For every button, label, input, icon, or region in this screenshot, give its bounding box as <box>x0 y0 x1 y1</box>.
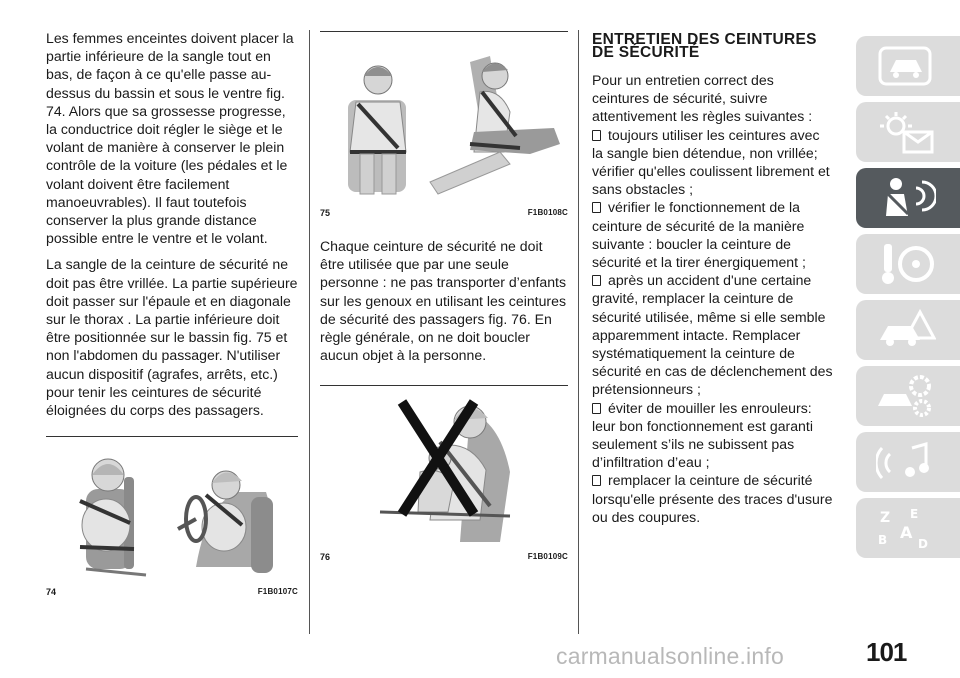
car-dashboard-icon <box>876 42 936 90</box>
list-item <box>592 198 834 271</box>
page-number: 101 <box>866 637 907 667</box>
figure-74-image <box>46 437 298 581</box>
paragraph-intro: Pour un entretien correct des ceintures de sécurité, suivre attentivement les règles suivantes : <box>592 72 813 125</box>
multimedia-icon <box>876 438 936 486</box>
column-divider <box>309 30 310 634</box>
figure-76-image <box>320 386 568 546</box>
figure-76-caption <box>320 552 568 562</box>
bullet-box-icon <box>592 403 601 414</box>
list-item <box>592 126 834 199</box>
column-2 <box>320 0 568 562</box>
paragraph-one-person-per-belt: Chaque ceinture de sécurité ne doit être utilisée que par une seule personne : ne pas transporter d’enfants sur les genoux en utilisant les ceintures de sécurité des passagers fig. 76. En règle générale, on ne doit boucler aucun objet à la personne. <box>320 238 567 364</box>
list-item <box>592 271 834 398</box>
list-item-text: toujours utiliser les ceintures avec la sangle bien détendue, non vrillée; vérifier qu'elles coulissent librement et sans obstacles ; <box>592 126 830 198</box>
svg-text:D: D <box>918 537 928 551</box>
section-heading: ENTRETIEN DES CEINTURES DE SÉCURITÉ <box>592 31 817 61</box>
figure-code: F1B0109C <box>527 552 568 562</box>
column-1 <box>46 0 298 597</box>
key-steering-icon <box>876 240 936 288</box>
service-gears-icon <box>876 372 936 420</box>
tab-multimedia[interactable] <box>856 432 960 492</box>
breakdown-icon <box>876 306 936 354</box>
figure-75-image <box>320 32 568 202</box>
list-item-text: vérifier le fonctionnement de la ceinture de sécurité de la manière suivante : boucler la ceinture de sécurité et la tirer énergiquement ; <box>592 199 806 271</box>
bullet-box-icon <box>592 275 601 286</box>
tab-safety[interactable] <box>856 168 960 228</box>
tab-index[interactable] <box>856 498 960 558</box>
figure-number: 75 <box>320 208 331 218</box>
figure-75-caption <box>320 208 568 218</box>
bullet-box-icon <box>592 475 601 486</box>
svg-text:B: B <box>878 533 888 547</box>
tab-emergency[interactable] <box>856 300 960 360</box>
svg-text:Z: Z <box>880 510 891 526</box>
column-3 <box>592 0 834 526</box>
list-item-text: remplacer la ceinture de sécurité lorsqu'elle présente des traces d'usure ou des coupures. <box>592 472 833 525</box>
warning-lights-icon <box>876 108 936 156</box>
figure-code: F1B0107C <box>257 587 298 597</box>
svg-text:E: E <box>910 507 919 521</box>
tab-dashboard[interactable] <box>856 36 960 96</box>
list-item-text: éviter de mouiller les enrouleurs: leur bon fonctionnement est garanti seulement s’ils ne subissent pas d’infiltration d’eau ; <box>592 399 813 471</box>
paragraph-pregnant-women: Les femmes enceintes doivent placer la partie inférieure de la sangle tout en bas, de façon à ce qu'elle passe au-dessus du bassin et sous le ventre fig. 74. Alors que sa grossesse progresse, la conductrice doit régler le siège et le volant de manière à conserver le plein contrôle de la voiture (les pédales et le volant doivent être facilement manoeuvrables). Il faut toutefois conserver la plus grande distance possible entre le ventre et le volant. <box>46 30 294 247</box>
list-item <box>592 399 834 472</box>
watermark: carmanualsonline.info <box>556 643 784 669</box>
list-item-text: après un accident d'une certaine gravité, remplacer la ceinture de sécurité utilisée, même si elle semble apparemment intacte. Remplacer systématiquement la ceinture de sécurité en cas de déclenchement des prétensionneurs ; <box>592 272 833 398</box>
figure-74-caption <box>46 587 298 597</box>
figure-number: 74 <box>46 587 57 598</box>
svg-text:A: A <box>900 523 913 542</box>
column-divider <box>578 30 579 634</box>
figure-code: F1B0108C <box>527 208 568 217</box>
paragraph-belt-strap: La sangle de la ceinture de sécurité ne doit pas être vrillée. La partie supérieure doit passer sur l'épaule et en diagonale sur le thorax . La partie inférieure doit être positionnée sur le bassin fig. 75 et non l'abdomen du passager. N'utiliser aucun dispositif (agrafes, arrêts, etc.) pour tenir les ceintures de sécurité éloignées du corps des passagers. <box>46 256 298 419</box>
index-letters-icon <box>876 504 936 552</box>
bullet-box-icon <box>592 202 601 213</box>
tab-warning-lights[interactable] <box>856 102 960 162</box>
tab-maintenance[interactable] <box>856 366 960 426</box>
bullet-box-icon <box>592 130 601 141</box>
seatbelt-airbag-icon <box>876 174 936 222</box>
chapter-tabs <box>856 36 960 564</box>
figure-number: 76 <box>320 552 331 563</box>
tab-starting-driving[interactable] <box>856 234 960 294</box>
list-item <box>592 471 834 526</box>
